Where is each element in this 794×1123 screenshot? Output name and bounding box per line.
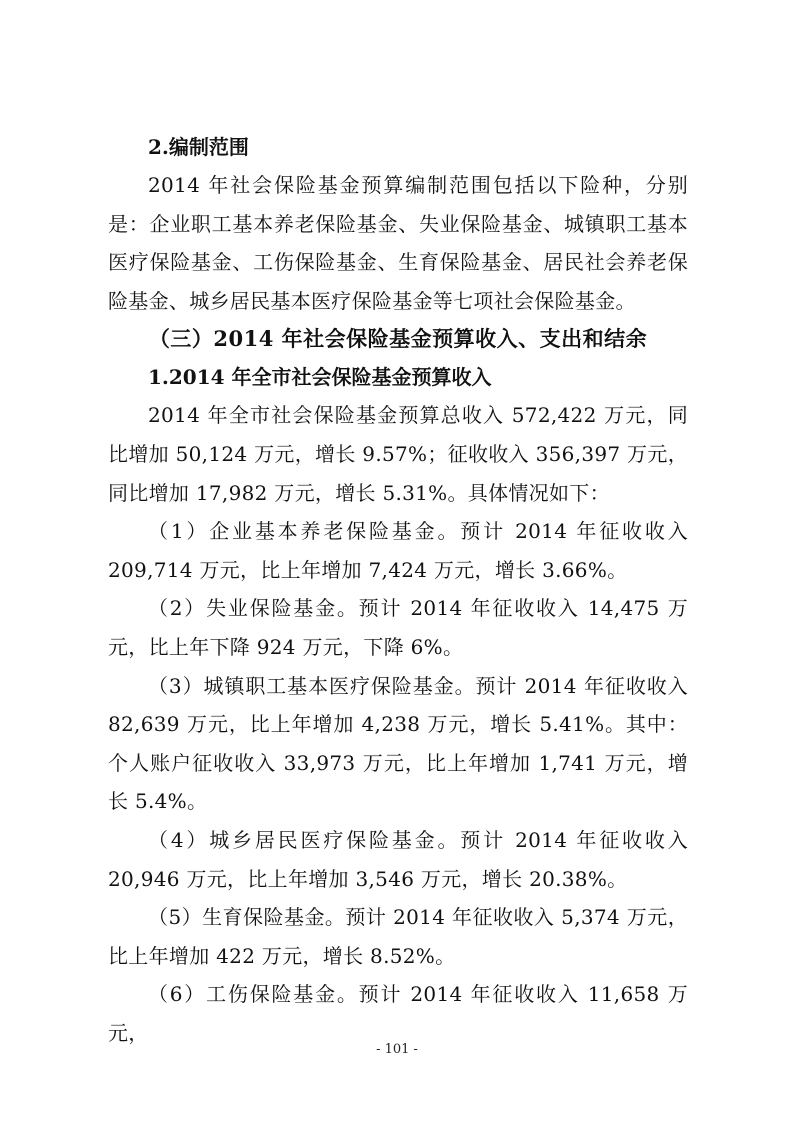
income-summary-paragraph: 2014 年全市社会保险基金预算总收入 572,422 万元，同比增加 50,124 万元，增长 9.57%；征收收入 356,397 万元，同比增加 17,982 万元，增长 5.31%。具体情况如下：	[108, 403, 688, 505]
scope-paragraph: 2014 年社会保险基金预算编制范围包括以下险种，分别是：企业职工基本养老保险基金、失业保险基金、城镇职工基本医疗保险基金、工伤保险基金、生育保险基金、居民社会养老保险基金、城乡居民基本医疗保险基金等七项社会保险基金。	[108, 173, 688, 313]
section-heading: （三）2014 年社会保险基金预算收入、支出和结余	[148, 326, 648, 352]
urban-medical-fund-paragraph: （3）城镇职工基本医疗保险基金。预计 2014 年征收收入 82,639 万元，比上年增加 4,238 万元，增长 5.41%。其中：个人账户征收收入 33,973 万元，比上年增加 1,741 万元，增长 5.4%。	[108, 673, 688, 814]
injury-fund-paragraph: （6）工伤保险基金。预计 2014 年征收收入 11,658 万元，	[108, 982, 688, 1045]
resident-medical-fund-paragraph: （4）城乡居民医疗保险基金。预计 2014 年征收收入 20,946 万元，比上年增加 3,546 万元，增长 20.38%。	[108, 827, 688, 891]
maternity-fund-paragraph: （5）生育保险基金。预计 2014 年征收收入 5,374 万元，比上年增加 422 万元，增长 8.52%。	[108, 905, 688, 968]
heading-scope: 2.编制范围	[148, 135, 249, 159]
subheading-income: 1.2014 年全市社会保险基金预算收入	[148, 365, 492, 390]
page-number: - 101 -	[376, 1042, 418, 1057]
unemployment-fund-paragraph: （2）失业保险基金。预计 2014 年征收收入 14,475 万元，比上年下降 924 万元，下降 6%。	[108, 596, 688, 659]
pension-fund-paragraph: （1）企业基本养老保险基金。预计 2014 年征收收入 209,714 万元，比上年增加 7,424 万元，增长 3.66%。	[108, 519, 688, 582]
document-body	[108, 128, 688, 1052]
